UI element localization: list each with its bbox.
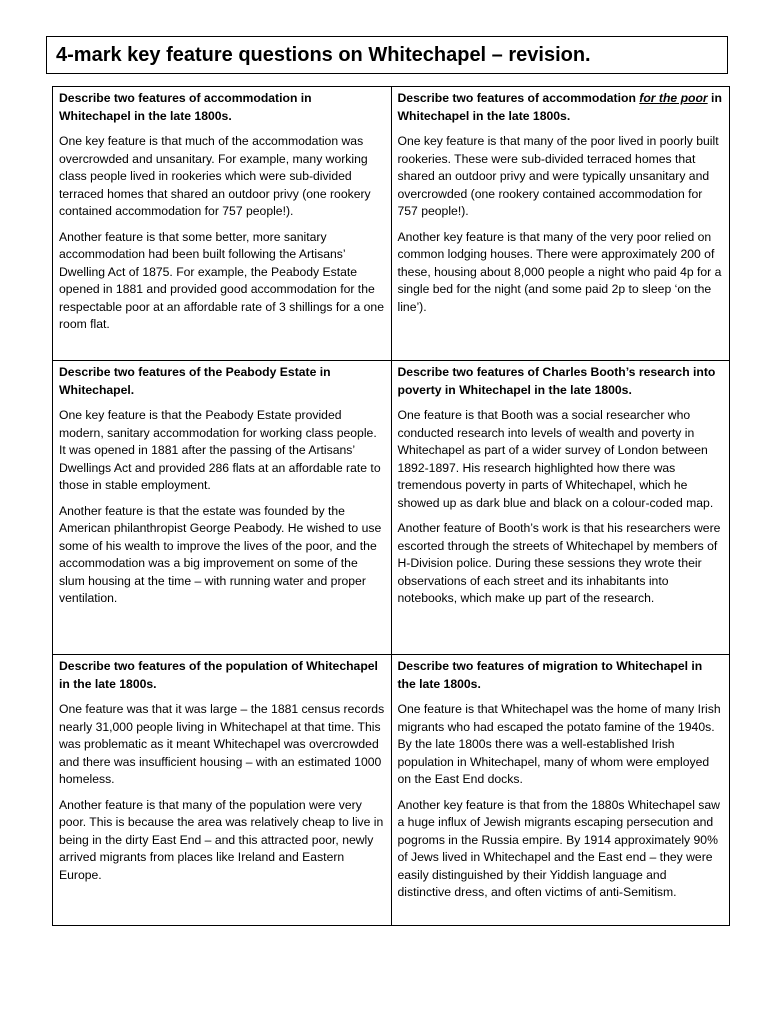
cell-peabody-estate <box>53 361 392 655</box>
answer-paragraph: Another feature of Booth’s work is that his researchers were escorted through the streets of Whitechapel by members of H-Division police. During these sessions they wrote their observations of each street and its inhabitants into notebooks, which make up part of the research. <box>397 521 721 605</box>
answer-paragraph: Another key feature is that many of the very poor relied on common lodging houses. There were approximately 200 of these, housing about 8,000 people a night who paid 4p for a single bed for the night (and some paid 2p to sleep ‘on the line’). <box>397 229 722 314</box>
cell-booth-research <box>391 361 730 655</box>
question-heading: Describe two features of accommodation in Whitechapel in the late 1800s. <box>59 91 312 123</box>
question-heading: Describe two features of migration to Whitechapel in the late 1800s. <box>397 659 703 691</box>
table-row <box>53 361 730 655</box>
answer-paragraph: One feature was that it was large – the 1881 census records nearly 31,000 people living in Whitechapel at that time. This was problematic as it meant Whitechapel was overcrowded and there was insufficient housing – with an estimated 1000 homeless. <box>59 702 385 786</box>
cell-accommodation <box>53 87 392 361</box>
revision-grid <box>52 86 730 926</box>
cell-population <box>53 655 392 926</box>
answer-paragraph: Another key feature is that from the 1880s Whitechapel saw a huge influx of Jewish migrants escaping persecution and pogroms in the Russia empire. By 1914 approximately 90% of Jews lived in Whitechapel and the East end – they were easily distinguished by their Yiddish language and distinctive dress, and often victims of anti-Semitism. <box>397 797 720 899</box>
answer-paragraph: Another feature is that the estate was founded by the American philanthropist George Peabody. He wished to use some of his wealth to improve the lives of the poor, and the accommodation was a big improvement on some of the slum housing at the time – with running water and proper ventilation. <box>59 503 382 605</box>
answer-paragraph: One feature is that Booth was a social researcher who conducted research into levels of wealth and poverty in Whitechapel as part of a wider survey of London between 1892-1897. His research highlighted how there was tremendous poverty in parts of Whitechapel, which he showed up as dark blue and black on a colour-coded map. <box>397 408 714 510</box>
question-heading: Describe two features of the population of Whitechapel in the late 1800s. <box>59 659 378 691</box>
answer-paragraph: One key feature is that the Peabody Estate provided modern, sanitary accommodation for working class people. It was opened in 1881 after the passing of the Artisans’ Dwellings Act and provided 286 flats at an affordable rate to those in stable employment. <box>59 408 381 492</box>
question-heading: Describe two features of the Peabody Estate in Whitechapel. <box>59 365 331 397</box>
table-row <box>53 655 730 926</box>
answer-paragraph: Another feature is that many of the population were very poor. This is because the area was relatively cheap to live in being in the dirty East End – and this attracted poor, newly arrived migrants from places like Ireland and Eastern Europe. <box>59 797 384 882</box>
cell-accommodation-poor <box>391 87 730 361</box>
answer-paragraph: One key feature is that many of the poor lived in poorly built rookeries. These were sub-divided terraced homes that shared an outdoor privy and were typically unsanitary and overcrowded (one rookery contained accommodation for 757 people!). <box>397 134 719 218</box>
question-heading: Describe two features of Charles Booth’s research into poverty in Whitechapel in the late 1800s. <box>397 365 716 397</box>
answer-paragraph: One feature is that Whitechapel was the home of many Irish migrants who had escaped the potato famine of the 1940s. By the late 1800s there was a well-established Irish population in Whitechapel, many of whom were employed on the East End docks. <box>397 702 721 786</box>
page-title: 4-mark key feature questions on Whitechapel – revision. <box>46 36 728 74</box>
cell-migration <box>391 655 730 926</box>
answer-paragraph: One key feature is that much of the accommodation was overcrowded and unsanitary. For example, many working class people lived in rookeries which were sub-divided terraced homes that shared an outdoor privy (one rookery contained accommodation for 757 people!). <box>59 134 371 218</box>
answer-paragraph: Another feature is that some better, more sanitary accommodation had been built following the Artisans’ Dwelling Act of 1875. For example, the Peabody Estate opened in 1881 and provided good accommodation for the respectable poor at an affordable rate of 3 shillings for a one room flat. <box>59 229 384 331</box>
table-row <box>53 87 730 361</box>
question-text: Describe two features of accommodation <box>397 91 640 105</box>
question-heading <box>398 90 724 125</box>
question-emphasis: for the poor <box>639 91 708 105</box>
question-text: in Whitechapel in the late 1800s. <box>397 91 722 123</box>
